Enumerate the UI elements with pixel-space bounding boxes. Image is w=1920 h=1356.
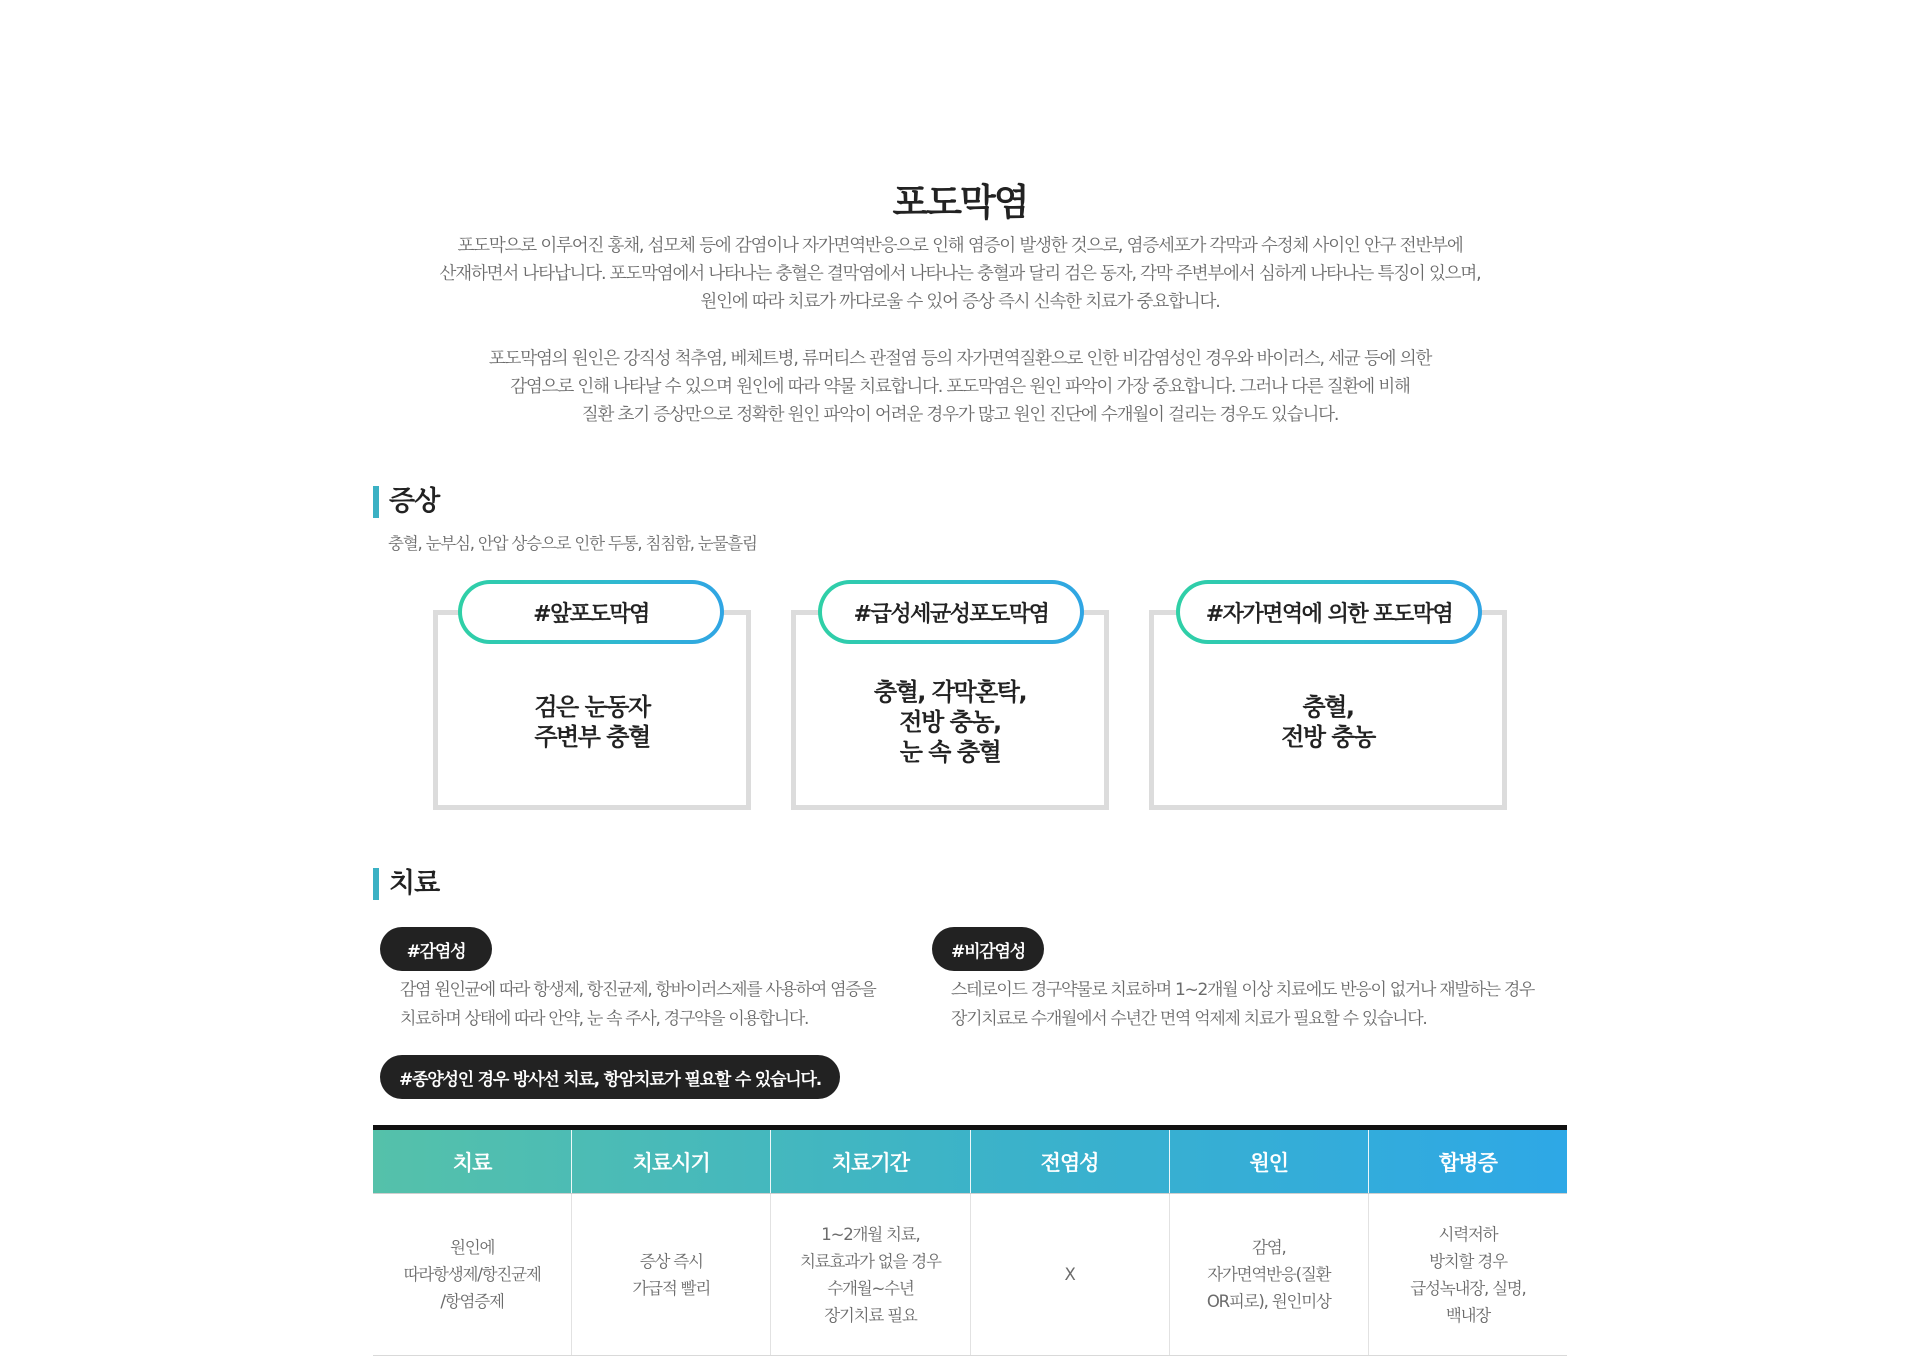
cell-line: X xyxy=(1064,1265,1075,1284)
cell-line: 치료효과가 없을 경우 xyxy=(800,1251,941,1271)
table-header-row xyxy=(373,1130,1567,1194)
cell-line: /항염증제 xyxy=(440,1292,504,1311)
card-line: 주변부 충혈 xyxy=(534,723,650,751)
card-tag: #앞포도막염 xyxy=(462,584,720,640)
table-cell-contagious xyxy=(971,1194,1170,1355)
intro-paragraph-2 xyxy=(0,345,1920,429)
symptom-card-autoimmune xyxy=(1149,580,1507,810)
table-cell-timing xyxy=(572,1194,771,1355)
cell-line: 1~2개월 치료, xyxy=(821,1224,920,1244)
treatment-line: 치료하며 상태에 따라 안약, 눈 속 주사, 경구약을 이용합니다. xyxy=(400,1009,809,1029)
table-row xyxy=(373,1194,1567,1356)
card-text xyxy=(791,610,1109,810)
card-line: 전방 충농, xyxy=(899,708,1001,736)
infectious-description xyxy=(400,976,875,1034)
card-tag: #급성세균성포도막염 xyxy=(822,584,1080,640)
treatment-line: 감염 원인균에 따라 항생제, 항진균제, 항바이러스제를 사용하여 염증을 xyxy=(400,980,876,1000)
table-cell-complications xyxy=(1369,1194,1567,1355)
symptom-card-anterior xyxy=(433,580,751,810)
cell-line: 급성녹내장, 실명, xyxy=(1410,1278,1526,1298)
card-line: 전방 충농 xyxy=(1281,723,1375,751)
card-line: 충혈, 각막혼탁, xyxy=(873,678,1027,706)
cell-line: 감염, xyxy=(1252,1238,1286,1257)
card-line: 충혈, xyxy=(1302,693,1354,721)
card-tag: #자가면역에 의한 포도막염 xyxy=(1180,584,1478,640)
table-cell-treatment xyxy=(373,1194,572,1355)
treatment-line: 스테로이드 경구약물로 치료하며 1~2개월 이상 치료에도 반응이 없거나 재발하는 경우 xyxy=(951,980,1535,1000)
cell-line: 증상 즉시 xyxy=(639,1251,703,1271)
cell-line: 가급적 빨리 xyxy=(632,1278,711,1298)
table-cell-duration xyxy=(771,1194,970,1355)
tumor-note-tag: #종양성인 경우 방사선 치료, 항암치료가 필요할 수 있습니다. xyxy=(380,1055,840,1099)
symptoms-heading: 증상 xyxy=(373,486,439,518)
intro-line: 감염으로 인해 나타날 수 있으며 원인에 따라 약물 치료합니다. 포도막염은 원인 파악이 가장 중요합니다. 그러나 다른 질환에 비해 xyxy=(510,377,1410,397)
noninfectious-description xyxy=(951,976,1534,1034)
table-header-cell: 치료기간 xyxy=(771,1130,970,1193)
table-header-cell: 원인 xyxy=(1170,1130,1369,1193)
infectious-tag: #감염성 xyxy=(380,927,492,971)
table-header-cell: 전염성 xyxy=(971,1130,1170,1193)
intro-line: 질환 초기 증상만으로 정확한 원인 파악이 어려운 경우가 많고 원인 진단에 수개월이 걸리는 경우도 있습니다. xyxy=(581,405,1339,425)
cell-line: 시력저하 xyxy=(1438,1224,1498,1244)
card-line: 눈 속 충혈 xyxy=(899,738,1001,766)
noninfectious-tag: #비감염성 xyxy=(932,927,1044,971)
card-line: 검은 눈동자 xyxy=(534,693,650,721)
intro-line: 포도막으로 이루어진 홍채, 섬모체 등에 감염이나 자가면역반응으로 인해 염증이 발생한 것으로, 염증세포가 각막과 수정체 사이인 안구 전반부에 xyxy=(457,236,1463,256)
table-cell-cause xyxy=(1170,1194,1369,1355)
symptoms-description: 충혈, 눈부심, 안압 상승으로 인한 두통, 침침함, 눈물흘림 xyxy=(388,534,757,553)
card-text xyxy=(1149,610,1507,810)
treatment-line: 장기치료로 수개월에서 수년간 면역 억제제 치료가 필요할 수 있습니다. xyxy=(951,1009,1427,1029)
page-title: 포도막염 xyxy=(892,181,1028,224)
table-header-cell: 치료시기 xyxy=(572,1130,771,1193)
treatment-table xyxy=(373,1125,1567,1356)
cell-line: 방치할 경우 xyxy=(1429,1251,1507,1271)
symptom-card-acute-bacterial xyxy=(791,580,1109,810)
cell-line: 자가면역반응(질환 xyxy=(1207,1265,1331,1284)
intro-line: 산재하면서 나타납니다. 포도막염에서 나타나는 충혈은 결막염에서 나타나는 충혈과 달리 검은 동자, 각막 주변부에서 심하게 나타나는 특징이 있으며, xyxy=(439,264,1481,284)
intro-line: 원인에 따라 치료가 까다로울 수 있어 증상 즉시 신속한 치료가 중요합니다. xyxy=(700,292,1220,312)
table-header-cell: 치료 xyxy=(373,1130,572,1193)
cell-line: 백내장 xyxy=(1445,1305,1491,1325)
cell-line: OR피로), 원인미상 xyxy=(1206,1292,1331,1311)
cell-line: 장기치료 필요 xyxy=(824,1305,917,1325)
treatment-heading: 치료 xyxy=(373,868,439,900)
intro-paragraph-1 xyxy=(0,232,1920,316)
cell-line: 원인에 xyxy=(449,1238,495,1257)
intro-line: 포도막염의 원인은 강직성 척추염, 베체트병, 류머티스 관절염 등의 자가면역질환으로 인한 비감염성인 경우와 바이러스, 세균 등에 의한 xyxy=(488,349,1432,369)
cell-line: 따라항생제/항진균제 xyxy=(403,1265,541,1284)
cell-line: 수개월~수년 xyxy=(827,1278,914,1298)
card-text xyxy=(433,610,751,810)
table-header-cell: 합병증 xyxy=(1439,1150,1497,1175)
